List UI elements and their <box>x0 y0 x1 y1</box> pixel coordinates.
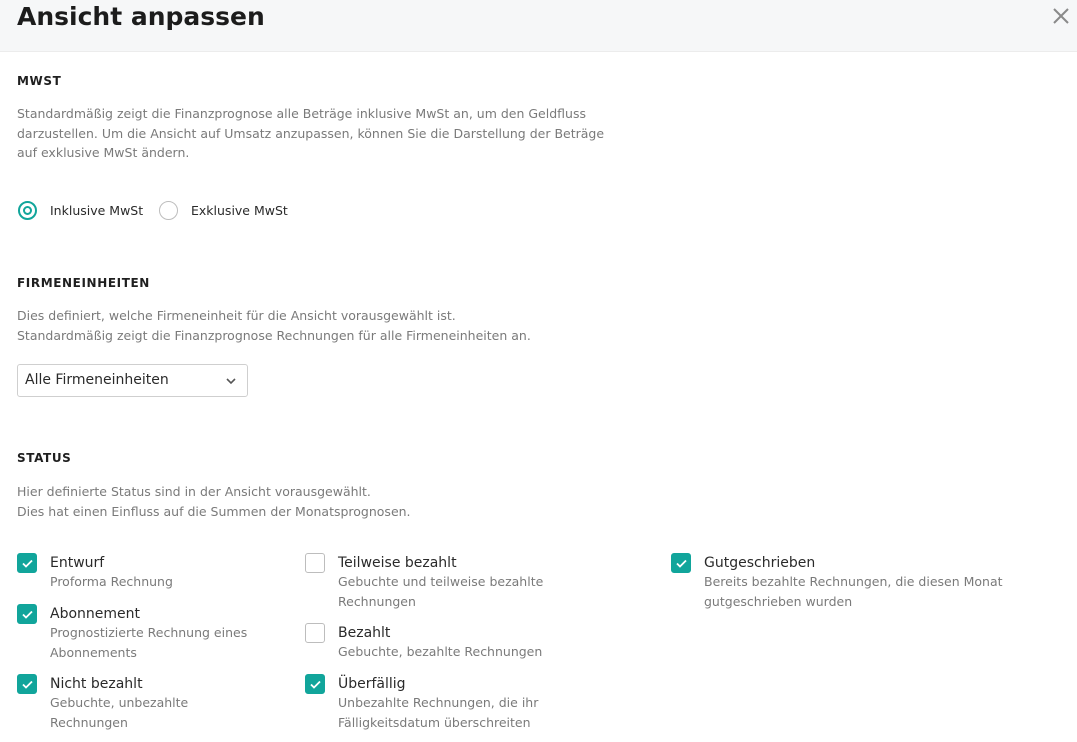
mwst-description <box>17 104 604 163</box>
checkbox-nicht-bezahlt[interactable] <box>17 674 37 694</box>
status-label-teilweise-bezahlt[interactable]: Teilweise bezahlt <box>338 555 457 571</box>
status-desc-line: Prognostizierte Rechnung eines <box>50 625 248 640</box>
radio-label-inklusive-mwst[interactable]: Inklusive MwSt <box>50 203 144 218</box>
status-desc-line: Gebuchte, unbezahlte <box>50 695 189 710</box>
checkmark-icon <box>676 559 687 568</box>
checkbox-teilweise-bezahlt[interactable] <box>305 553 325 573</box>
firmeneinheiten-select[interactable] <box>17 364 248 397</box>
status-desc-line: Gebuchte und teilweise bezahlte <box>338 574 544 589</box>
checkbox-gutgeschrieben[interactable] <box>671 553 691 573</box>
status-desc-line: Gebuchte, bezahlte Rechnungen <box>338 644 543 659</box>
status-label-entwurf[interactable]: Entwurf <box>50 555 105 571</box>
status-description-line: Dies hat einen Einfluss auf die Summen der Monatsprognosen. <box>17 503 411 519</box>
dialog-title: Ansicht anpassen <box>17 2 265 31</box>
status-desc-line: Bereits bezahlte Rechnungen, die diesen Monat <box>704 574 1003 589</box>
status-label-ueberfaellig[interactable]: Überfällig <box>338 676 406 692</box>
radio-label-exklusive-mwst[interactable]: Exklusive MwSt <box>191 203 288 218</box>
status-desc-line: Abonnements <box>50 644 137 660</box>
checkbox-entwurf[interactable] <box>17 553 37 573</box>
checkbox-bezahlt[interactable] <box>305 623 325 643</box>
status-desc-line: Fälligkeitsdatum überschreiten <box>338 714 531 730</box>
status-label-gutgeschrieben[interactable]: Gutgeschrieben <box>704 555 816 571</box>
status-desc-teilweise-bezahlt <box>338 572 543 611</box>
mwst-description-line: Standardmäßig zeigt die Finanzprognose alle Beträge inklusive MwSt an, um den Geldfluss <box>17 106 586 121</box>
firmeneinheiten-description-line: Standardmäßig zeigt die Finanzprognose Rechnungen für alle Firmeneinheiten an. <box>17 327 531 343</box>
status-desc-entwurf <box>50 572 173 592</box>
status-desc-nicht-bezahlt <box>50 693 188 732</box>
status-desc-gutgeschrieben <box>704 572 1003 611</box>
firmeneinheiten-description-line: Dies definiert, welche Firmeneinheit für die Ansicht vorausgewählt ist. <box>17 308 456 323</box>
mwst-heading: MWST <box>17 74 62 88</box>
status-description-line: Hier definierte Status sind in der Ansicht vorausgewählt. <box>17 484 371 499</box>
radio-exklusive-mwst[interactable] <box>159 201 178 220</box>
checkmark-icon <box>22 680 33 689</box>
status-desc-bezahlt <box>338 642 542 662</box>
checkmark-icon <box>22 610 33 619</box>
mwst-description-line: auf exklusive MwSt ändern. <box>17 145 190 160</box>
status-desc-ueberfaellig <box>338 693 538 732</box>
checkmark-icon <box>22 559 33 568</box>
checkbox-ueberfaellig[interactable] <box>305 674 325 694</box>
status-label-nicht-bezahlt[interactable]: Nicht bezahlt <box>50 676 143 692</box>
radio-inklusive-mwst[interactable] <box>18 201 37 220</box>
status-desc-line: Unbezahlte Rechnungen, die ihr <box>338 695 539 710</box>
firmeneinheiten-description <box>17 306 531 345</box>
status-label-bezahlt[interactable]: Bezahlt <box>338 625 391 641</box>
chevron-down-icon <box>225 375 237 387</box>
status-heading: STATUS <box>17 451 72 465</box>
mwst-description-line: darzustellen. Um die Ansicht auf Umsatz anzupassen, können Sie die Darstellung der Beträge <box>17 125 605 141</box>
status-desc-line: Rechnungen <box>338 593 416 609</box>
checkmark-icon <box>310 680 321 689</box>
checkbox-abonnement[interactable] <box>17 604 37 624</box>
status-desc-line: Rechnungen <box>50 714 128 730</box>
firmeneinheiten-select-value: Alle Firmeneinheiten <box>25 372 169 388</box>
status-label-abonnement[interactable]: Abonnement <box>50 606 141 622</box>
status-desc-abonnement <box>50 623 247 662</box>
status-desc-line: Proforma Rechnung <box>50 574 173 589</box>
status-description <box>17 482 411 521</box>
status-desc-line: gutgeschrieben wurden <box>704 593 853 609</box>
dialog-header <box>0 0 1077 52</box>
close-icon[interactable] <box>1050 5 1072 27</box>
firmeneinheiten-heading: FIRMENEINHEITEN <box>17 276 150 290</box>
